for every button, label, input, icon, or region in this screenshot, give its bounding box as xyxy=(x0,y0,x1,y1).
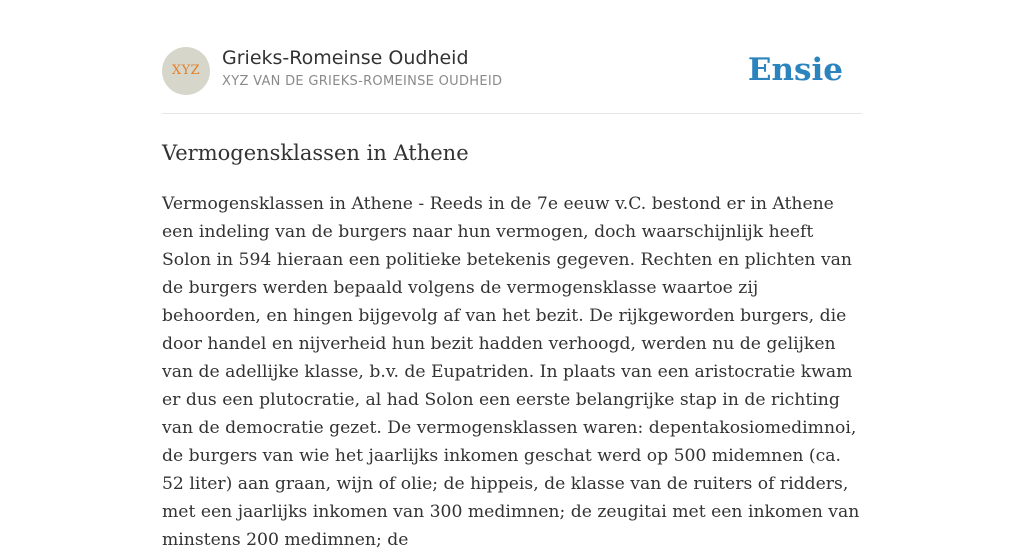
header-divider xyxy=(162,113,862,114)
article-title: Vermogensklassen in Athene xyxy=(162,141,469,165)
source-avatar[interactable]: XYZ xyxy=(162,47,210,95)
article-body: Vermogensklassen in Athene - Reeds in de 7e eeuw v.C. bestond er in Athene een indeling van de burgers naar hun vermogen, doch waarschijnlijk heeft Solon in 594 hieraan een politieke betekenis gegeven. Rechten en plichten van de burgers werden bepaald volgens de vermogensklasse waartoe zij behoorden, en hingen bijgevolg af van het bezit. De rijkgeworden burgers, die door handel en nijverheid hun bezit hadden verhoogd, werden nu de gelijken van de adellijke klasse, b.v. de Eupatriden. In plaats van een aristocratie kwam er dus een plutocratie, al had Solon een eerste belangrijke stap in de richting van de democratie gezet. De vermogensklassen waren: depentakosiomedimnoi, de burgers van wie het jaarlijks inkomen geschat werd op 500 midemnen (ca. 52 liter) aan graan, wijn of olie; de hippeis, de klasse van de ruiters of ridders, met een jaarlijks inkomen van 300 medimnen; de zeugitai met een inkomen van minstens 200 medimnen; de xyxy=(162,194,860,550)
source-header xyxy=(162,46,862,96)
ensie-logo[interactable]: Ensie xyxy=(747,52,843,88)
source-subtitle: XYZ VAN DE GRIEKS-ROMEINSE OUDHEID xyxy=(222,74,503,89)
source-title-link[interactable]: Grieks-Romeinse Oudheid xyxy=(222,47,469,69)
